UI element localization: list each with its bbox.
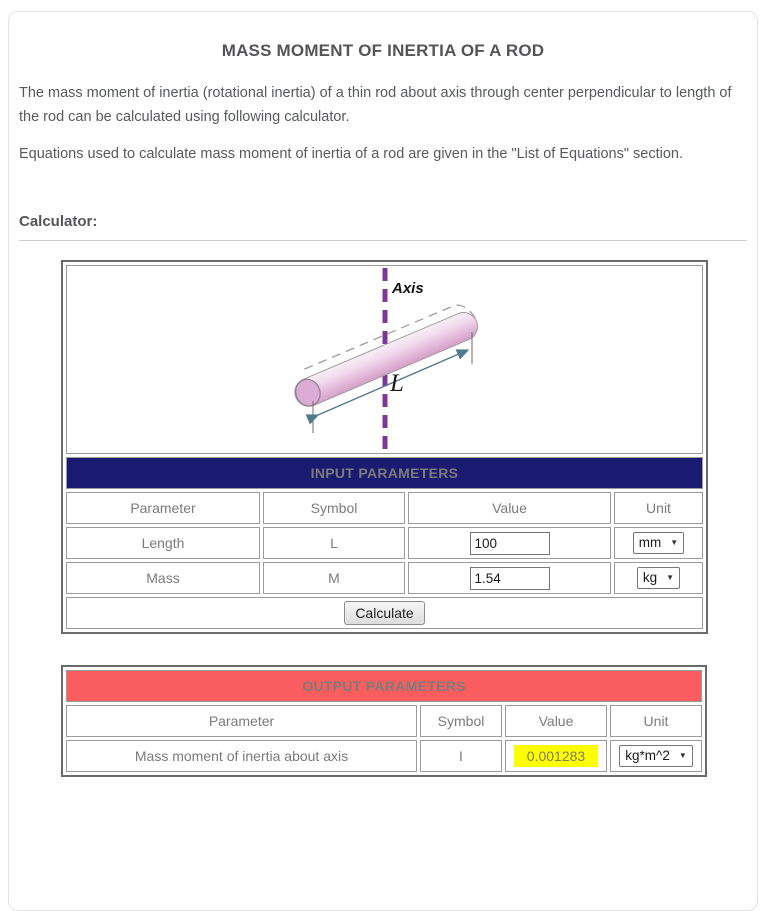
- input-col-symbol: Symbol: [263, 492, 405, 524]
- equations-note: Equations used to calculate mass moment of inertia of a rod are given in the "List of Equations" section.: [19, 146, 683, 162]
- table-row: [66, 527, 703, 559]
- table-row: [66, 740, 702, 772]
- output-parameter-label: Mass moment of inertia about axis: [66, 740, 417, 772]
- content-card: [8, 11, 758, 911]
- input-parameters-header: INPUT PARAMETERS: [66, 457, 703, 489]
- length-unit-select[interactable]: mm ▼: [633, 532, 684, 554]
- output-parameters-header: OUTPUT PARAMETERS: [66, 670, 702, 702]
- mass-unit-select[interactable]: kg ▼: [637, 567, 680, 589]
- length-value-input[interactable]: [470, 532, 550, 555]
- chevron-down-icon: ▼: [670, 538, 679, 547]
- rod-axis-illustration: [68, 266, 702, 450]
- axis-label: Axis: [391, 280, 424, 297]
- input-table: [61, 260, 708, 634]
- output-unit-select[interactable]: kg*m^2 ▼: [619, 745, 693, 767]
- output-col-parameter: Parameter: [66, 705, 417, 737]
- input-col-value: Value: [408, 492, 611, 524]
- calculator-box: [61, 260, 747, 634]
- page-title: MASS MOMENT OF INERTIA OF A ROD: [221, 41, 545, 60]
- heading-divider: [19, 240, 747, 241]
- mass-parameter-label: Mass: [66, 562, 260, 594]
- length-parameter-label: Length: [66, 527, 260, 559]
- intro-paragraph: The mass moment of inertia (rotational inertia) of a thin rod about axis through center perpendicular to length of the rod can be calculated using following calculator.: [19, 85, 732, 125]
- table-row: [66, 562, 703, 594]
- chevron-down-icon: ▼: [678, 751, 687, 760]
- output-symbol: I: [420, 740, 502, 772]
- calculate-button[interactable]: Calculate: [344, 601, 424, 625]
- output-col-unit: Unit: [610, 705, 702, 737]
- output-col-symbol: Symbol: [420, 705, 502, 737]
- output-table: [61, 665, 707, 777]
- length-symbol-label: L: [389, 370, 404, 397]
- output-box: [61, 665, 747, 777]
- output-col-value: Value: [505, 705, 607, 737]
- length-symbol: L: [263, 527, 405, 559]
- input-col-unit: Unit: [614, 492, 703, 524]
- mass-value-input[interactable]: [470, 567, 550, 590]
- mass-symbol: M: [263, 562, 405, 594]
- chevron-down-icon: ▼: [666, 573, 675, 582]
- rod-diagram: [66, 265, 703, 454]
- calculator-heading: Calculator:: [19, 213, 98, 230]
- output-value: 0.001283: [514, 745, 598, 767]
- input-col-parameter: Parameter: [66, 492, 260, 524]
